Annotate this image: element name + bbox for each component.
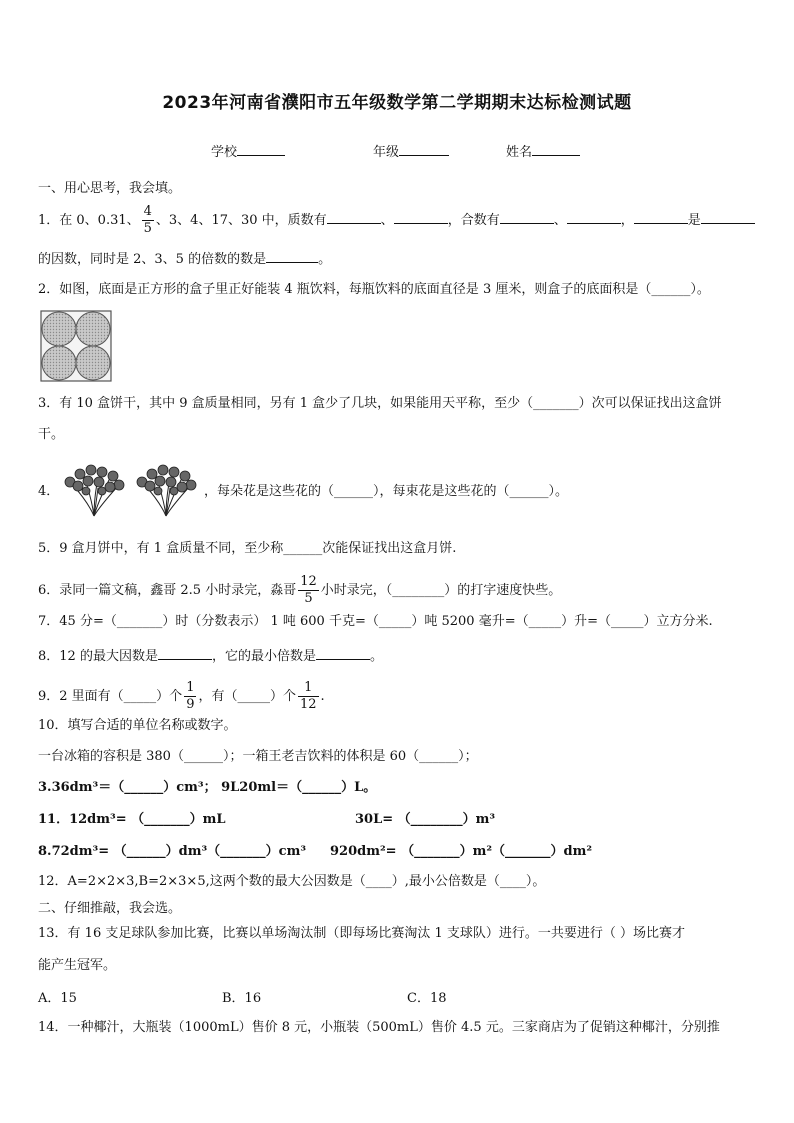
q8-text-b: ，它的最小倍数是	[211, 649, 316, 664]
q8-blank-2[interactable]	[316, 645, 370, 660]
q1-blank-2[interactable]	[394, 209, 448, 224]
question-3-line-2: 干。	[38, 427, 65, 442]
q1-blank-3[interactable]	[500, 209, 554, 224]
name-field	[506, 141, 580, 160]
q9-frac2-num: 1	[298, 680, 319, 697]
question-10-line-2: 3.36dm³＝（______）cm³； 9L20ml＝（______）L。	[38, 780, 377, 795]
question-11-c: 8.72dm³= （______）dm³（_______）cm³	[38, 844, 307, 859]
question-13-line-2: 能产生冠军。	[38, 958, 117, 973]
question-9	[38, 680, 325, 713]
q1-text-a: 1．在 0、0.31、	[38, 213, 140, 228]
q8-text-a: 8．12 的最大因数是	[38, 649, 158, 664]
q6-fraction	[298, 574, 319, 607]
q9-text-b: ，有（_____）个	[198, 689, 296, 704]
question-1: 1．在 0、0.31、 $\frac{4}{5}$ 、3、4、17、30 中，质数有 、 ，合数有 、 ， 是	[38, 204, 755, 237]
question-4-label: 4．	[38, 484, 60, 499]
question-12: 12．A=2×2×3,B=2×3×5,这两个数的最大公因数是（____）,最小公倍数是（____）。	[38, 874, 546, 889]
q9-fraction-2	[298, 680, 319, 713]
question-10-line-1: 一台冰箱的容积是 380（______）；一箱王老吉饮料的体积是 60（______）；	[38, 749, 478, 764]
q1-blank-4[interactable]	[567, 209, 621, 224]
q1-text-b: 、3、4、17、30 中，质数有	[155, 213, 327, 228]
question-5: 5．9 盒月饼中，有 1 盒质量不同，至少称______次能保证找出这盒月饼.	[38, 541, 457, 556]
name-label: 姓名	[506, 145, 533, 160]
question-11-a: 11．12dm³= （_______）mL	[38, 812, 226, 827]
q1-blank-6[interactable]	[701, 209, 755, 224]
q9-text-a: 9．2 里面有（_____）个	[38, 689, 183, 704]
q1-fraction	[142, 204, 154, 237]
question-8	[38, 645, 383, 666]
school-label: 学校	[211, 145, 238, 160]
q1-frac-den: 5	[143, 221, 152, 236]
q9-fraction-1	[184, 680, 196, 713]
section-2-heading: 二、仔细推敲，我会选。	[38, 901, 182, 916]
grade-blank[interactable]	[399, 141, 449, 156]
question-4: ，每朵花是这些花的（______），每束花是这些花的（______）。	[204, 484, 569, 499]
q13-option-c[interactable]: C．18	[407, 991, 447, 1006]
q1-text-c: ，合数有	[447, 213, 500, 228]
question-1-line-2	[38, 248, 331, 269]
grade-label: 年级	[373, 145, 400, 160]
q1-blank-7[interactable]	[266, 248, 318, 263]
question-11-d: 920dm²= （_______）m²（_______）dm²	[330, 844, 593, 859]
q8-text-c: 。	[369, 649, 383, 664]
q13-option-a[interactable]: A．15	[38, 991, 77, 1006]
q6-frac-den: 5	[304, 591, 313, 606]
q1-text-line2b: 。	[318, 252, 332, 267]
q9-frac2-den: 12	[299, 697, 317, 712]
question-2: 2．如图，底面是正方形的盒子里正好能装 4 瓶饮料，每瓶饮料的底面直径是 3 厘米，则盒子的底面积是（______）。	[38, 282, 710, 297]
question-11-b: 30L= （________）m³	[355, 812, 496, 827]
box-bottles-figure	[40, 310, 112, 382]
section-1-heading: 一、用心思考，我会填。	[38, 181, 182, 196]
question-3: 3．有 10 盒饼干，其中 9 盒质量相同，另有 1 盒少了几块，如果能用天平称，至少（_______）次可以保证找出这盒饼	[38, 396, 722, 411]
school-blank[interactable]	[237, 141, 285, 156]
q9-frac1-den: 9	[186, 697, 195, 712]
question-7: 7．45 分=（_______）时（分数表示） 1 吨 600 千克=（_____）吨 5200 毫升=（_____）升=（_____）立方分米.	[38, 614, 713, 629]
q1-text-d: 是	[687, 213, 701, 228]
q6-frac-num: 12	[300, 574, 317, 589]
name-blank[interactable]	[532, 141, 580, 156]
question-13: 13．有 16 支足球队参加比赛，比赛以单场淘汰制（即每场比赛淘汰 1 支球队）进行。一共要进行（ ）场比赛才	[38, 926, 686, 941]
page-title: 2023年河南省濮阳市五年级数学第二学期期末达标检测试题	[162, 93, 632, 113]
q9-frac1-num: 1	[186, 680, 195, 695]
q6-text-b: 小时录完，（________）的打字速度快些。	[320, 583, 562, 598]
q13-option-b[interactable]: B．16	[222, 991, 262, 1006]
grade-field	[373, 141, 449, 160]
q9-text-c: .	[320, 689, 325, 704]
school-field	[211, 141, 285, 160]
q6-text-a: 6．录同一篇文稿，鑫哥 2.5 小时录完，淼哥	[38, 583, 297, 598]
question-10: 10．填写合适的单位名称或数字。	[38, 718, 237, 733]
q1-blank-5[interactable]	[634, 209, 688, 224]
question-14: 14．一种椰汁，大瓶装（1000mL）售价 8 元，小瓶装（500mL）售价 4.5 元。三家商店为了促销这种椰汁，分别推	[38, 1020, 720, 1035]
q1-frac-num: 4	[143, 204, 152, 219]
question-6	[38, 574, 561, 607]
q8-blank-1[interactable]	[158, 645, 212, 660]
q1-text-line2a: 的因数，同时是 2、3、5 的倍数的数是	[38, 252, 267, 267]
flower-bouquets-figure	[58, 462, 204, 518]
q1-blank-1[interactable]	[327, 209, 381, 224]
